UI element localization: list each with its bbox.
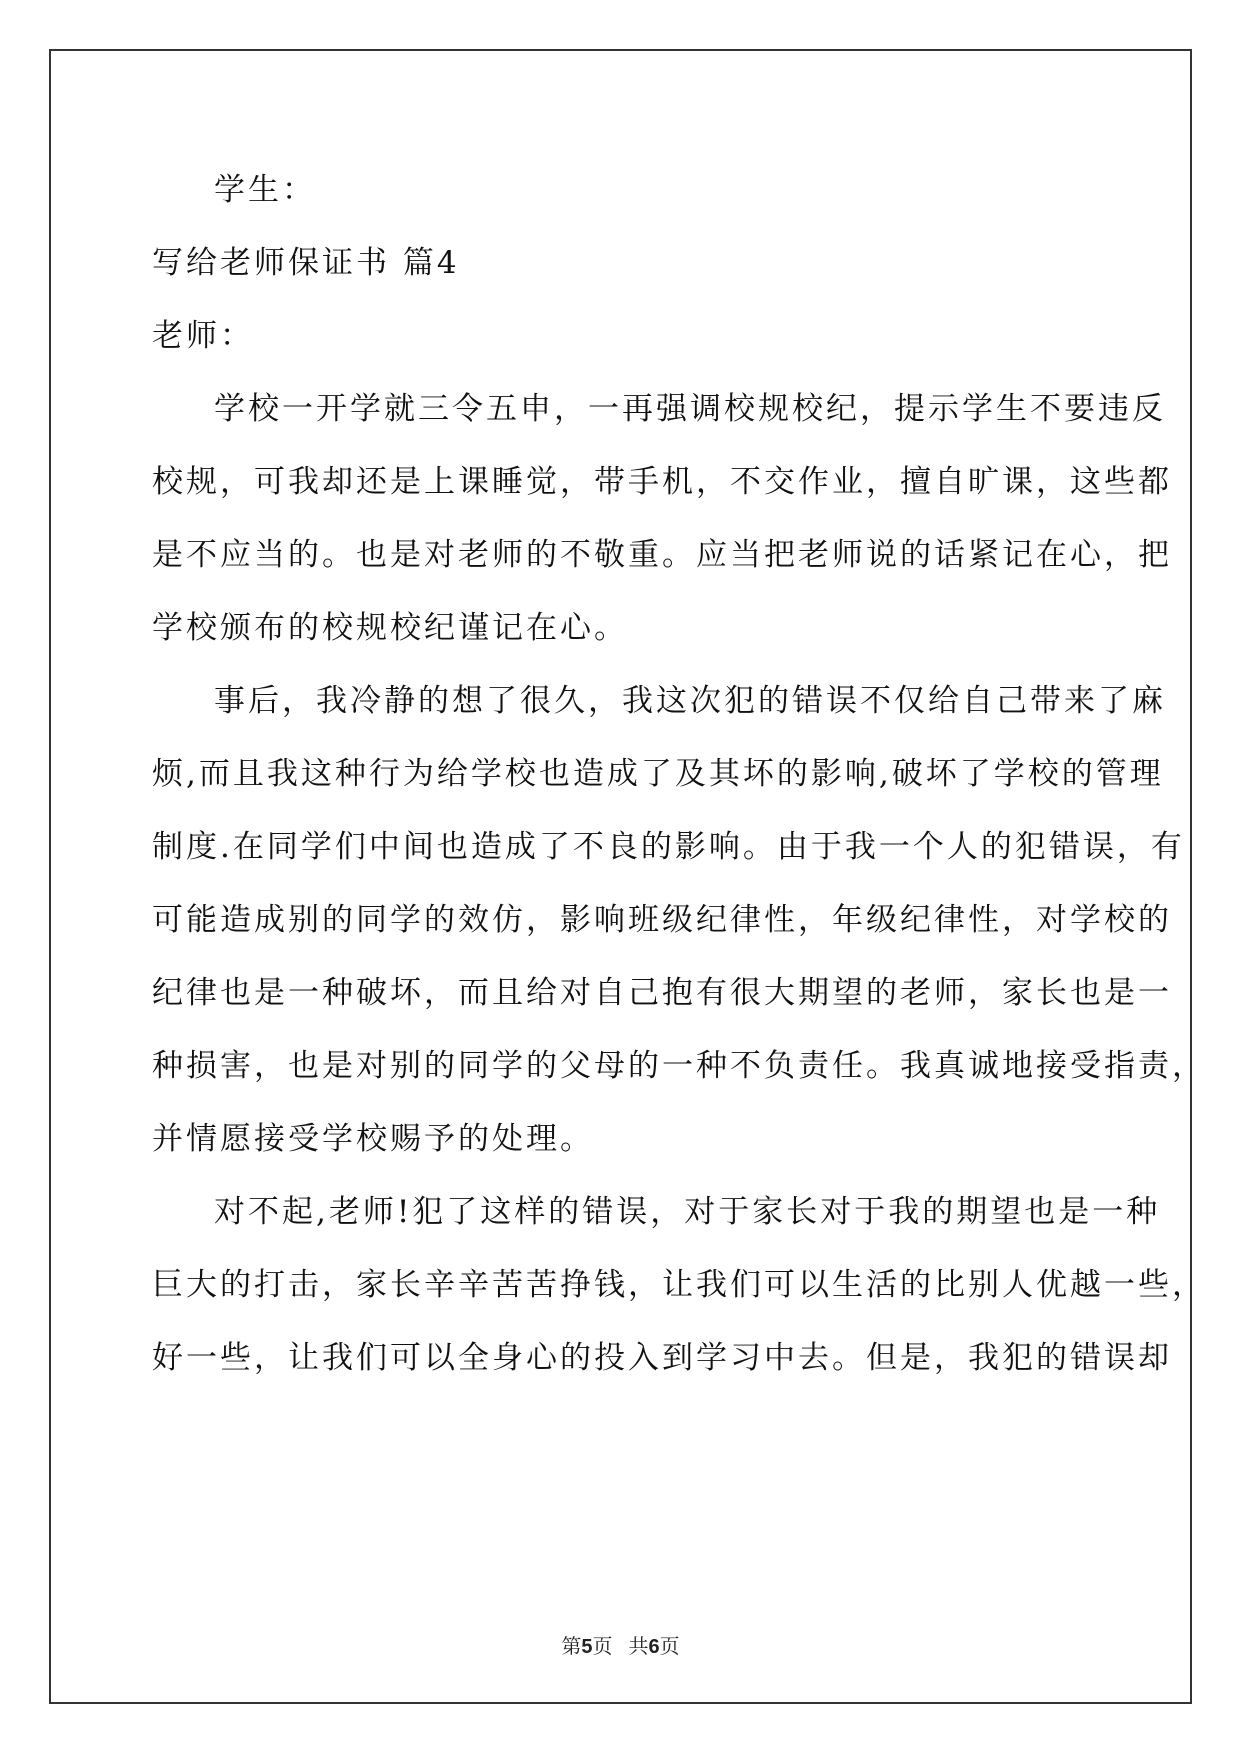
footer-total-suffix: 页 bbox=[659, 1634, 680, 1658]
footer-page-word: 页 bbox=[592, 1634, 613, 1658]
paragraph-line: 是不应当的。也是对老师的不敬重。应当把老师说的话紧记在心，把 bbox=[152, 537, 1172, 573]
salutation: 老师： bbox=[152, 318, 254, 354]
current-page-number: 5 bbox=[581, 1636, 593, 1658]
paragraph-line: 种损害，也是对别的同学的父母的一种不负责任。我真诚地接受指责， bbox=[152, 1048, 1206, 1084]
page-border bbox=[49, 49, 1192, 1704]
footer-prefix: 第 bbox=[561, 1634, 582, 1658]
signature-label: 学生： bbox=[214, 172, 316, 208]
paragraph-line: 可能造成别的同学的效仿，影响班级纪律性，年级纪律性，对学校的 bbox=[152, 902, 1172, 938]
page-footer bbox=[0, 1630, 1241, 1659]
footer-total-prefix: 共 bbox=[628, 1634, 649, 1658]
section-title: 写给老师保证书 篇4 bbox=[152, 245, 460, 281]
paragraph-line: 制度.在同学们中间也造成了不良的影响。由于我一个人的犯错误，有 bbox=[152, 829, 1185, 865]
paragraph-line: 对不起,老师!犯了这样的错误，对于家长对于我的期望也是一种 bbox=[214, 1194, 1161, 1230]
paragraph-line: 学校颁布的校规校纪谨记在心。 bbox=[152, 610, 628, 646]
paragraph-line: 事后，我冷静的想了很久，我这次犯的错误不仅给自己带来了麻 bbox=[214, 683, 1166, 719]
paragraph-line: 烦,而且我这种行为给学校也造成了及其坏的影响,破坏了学校的管理 bbox=[152, 756, 1164, 792]
paragraph-line: 好一些，让我们可以全身心的投入到学习中去。但是，我犯的错误却 bbox=[152, 1340, 1172, 1376]
paragraph-line: 巨大的打击，家长辛辛苦苦挣钱，让我们可以生活的比别人优越一些， bbox=[152, 1267, 1206, 1303]
paragraph-line: 校规，可我却还是上课睡觉，带手机，不交作业，擅自旷课，这些都 bbox=[152, 464, 1172, 500]
paragraph-line: 学校一开学就三令五申，一再强调校规校纪，提示学生不要违反 bbox=[214, 391, 1166, 427]
paragraph-line: 纪律也是一种破坏，而且给对自己抱有很大期望的老师，家长也是一 bbox=[152, 975, 1172, 1011]
paragraph-line: 并情愿接受学校赐予的处理。 bbox=[152, 1121, 594, 1157]
total-pages-number: 6 bbox=[648, 1636, 660, 1658]
